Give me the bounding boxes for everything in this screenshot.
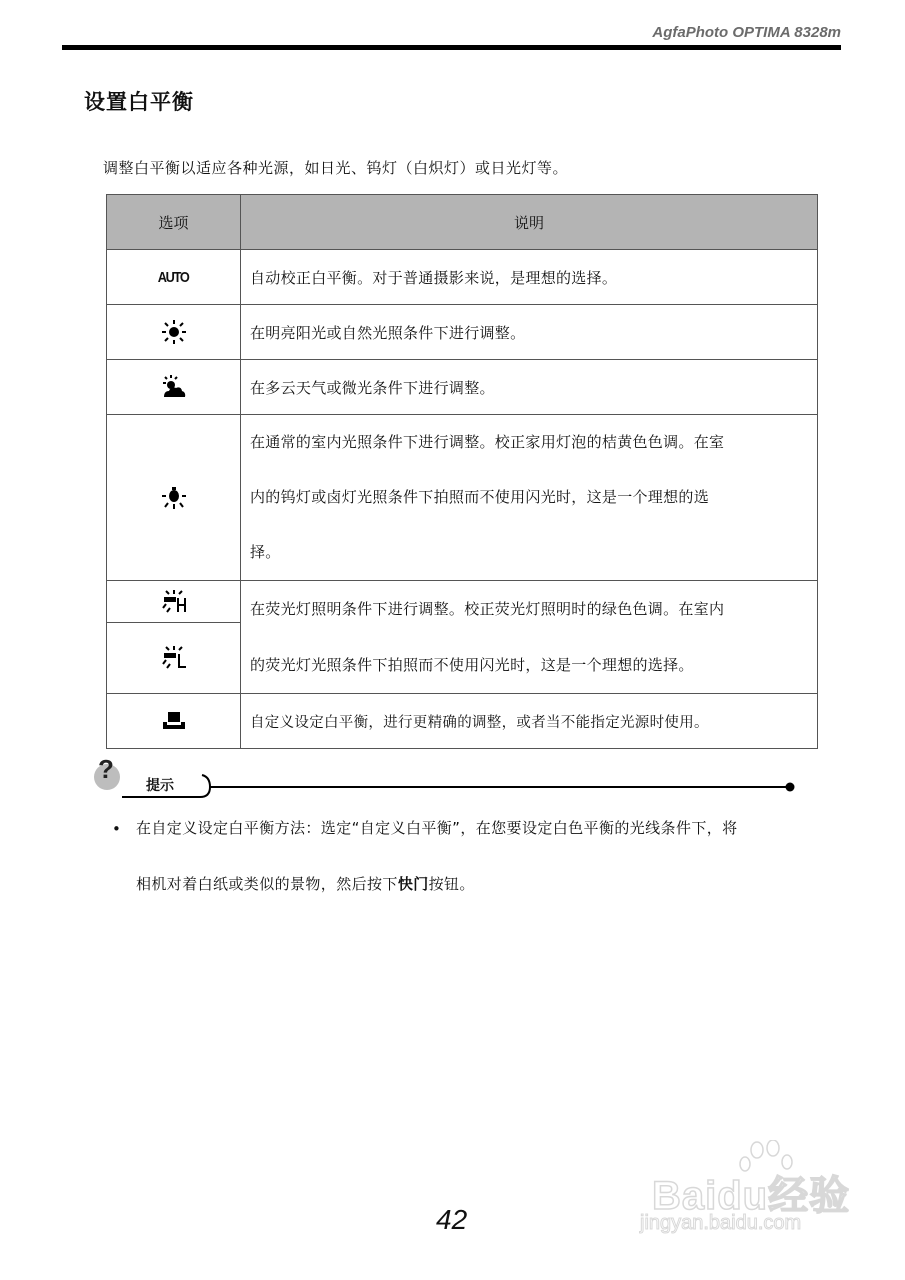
page-title: 设置白平衡 xyxy=(84,90,194,114)
option-cell xyxy=(107,415,241,581)
watermark xyxy=(640,1140,855,1240)
tip-header xyxy=(94,754,804,802)
option-cell xyxy=(107,623,241,694)
option-cell xyxy=(107,305,241,360)
description-cell: 自定义设定白平衡，进行更精确的调整，或者当不能指定光源时使用。 xyxy=(241,694,818,749)
watermark-url: jingyan.baidu.com xyxy=(640,1212,802,1234)
white-balance-table xyxy=(106,194,818,749)
custom-wb-icon xyxy=(162,712,186,730)
table-row xyxy=(107,305,818,360)
option-cell xyxy=(107,581,241,623)
tip-item: 在自定义设定白平衡方法：选定“自定义白平衡”，在您要设定白色平衡的光线条件下，将 相机对着白纸或类似的景物，然后按下快门按钮。 xyxy=(136,819,738,893)
description-cell: 在多云天气或微光条件下进行调整。 xyxy=(241,360,818,415)
watermark-main: Baidu经验 xyxy=(652,1174,851,1218)
description-cell: 在明亮阳光或自然光照条件下进行调整。 xyxy=(241,305,818,360)
table-row xyxy=(107,415,818,581)
option-cell xyxy=(107,360,241,415)
table-row xyxy=(107,360,818,415)
fluorescent-h-icon xyxy=(161,592,187,610)
header-description: 说明 xyxy=(241,195,818,250)
table-row xyxy=(107,694,818,749)
header-option: 选项 xyxy=(107,195,241,250)
sun-icon xyxy=(162,323,186,341)
question-icon: ? xyxy=(94,764,120,790)
description-cell: 自动校正白平衡。对于普通摄影来说，是理想的选择。 xyxy=(241,250,818,305)
option-cell xyxy=(107,694,241,749)
header-brand: AgfaPhoto OPTIMA 8328m xyxy=(652,24,841,41)
tip-divider xyxy=(94,760,804,802)
table-row xyxy=(107,581,818,623)
option-cell xyxy=(107,250,241,305)
table-row xyxy=(107,250,818,305)
header-rule xyxy=(62,45,841,50)
fluorescent-l-icon xyxy=(161,649,187,667)
description-cell: 在荧光灯照明条件下进行调整。校正荧光灯照明时的绿色色调。在室内 的荧光灯光照条件下拍照而不使用闪光时，这是一个理想的选择。 xyxy=(241,581,818,694)
tip-label: 提示 xyxy=(146,778,174,794)
intro-text: 调整白平衡以适应各种光源，如日光、钨灯（白炽灯）或日光灯等。 xyxy=(103,159,569,177)
page-number: 42 xyxy=(436,1204,468,1235)
cloudy-icon xyxy=(161,378,187,396)
tungsten-bulb-icon xyxy=(161,488,187,506)
description-cell: 在通常的室内光照条件下进行调整。校正家用灯泡的桔黄色色调。在室 内的钨灯或卤灯光照条件下拍照而不使用闪光时，这是一个理想的选 择。 xyxy=(241,415,818,581)
auto-icon: AUTO xyxy=(158,269,189,286)
table-header-row xyxy=(107,195,818,250)
bullet-icon: • xyxy=(112,820,122,838)
